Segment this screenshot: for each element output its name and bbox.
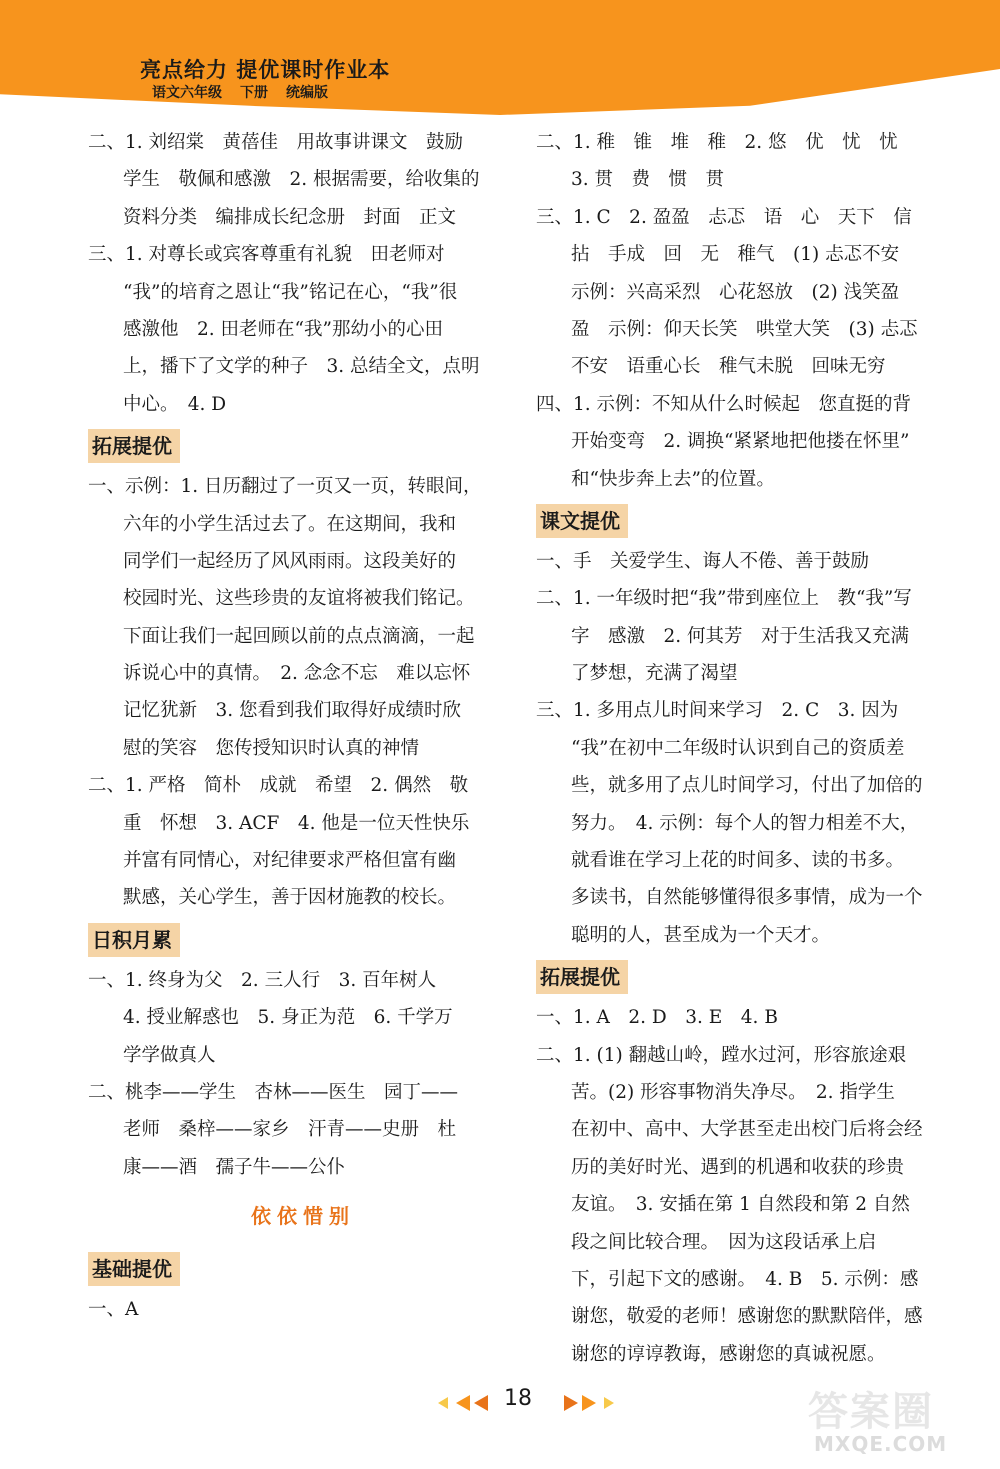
answer-line: 苦。(2) 形容事物消失净尽。 2. 指学生 (571, 1081, 895, 1103)
answer-line: 和“快步奔上去”的位置。 (571, 468, 775, 490)
prev-arrows-icon (426, 1392, 496, 1414)
section-heading: 拓展提优 (536, 960, 628, 994)
answer-line: 中心。 4. D (123, 393, 227, 415)
subtitle-edition: 统编版 (286, 85, 328, 101)
answer-line: 友谊。 3. 安插在第 1 自然段和第 2 自然 (571, 1194, 910, 1216)
answer-line: 老师 桑梓——家乡 汗青——史册 杜 (123, 1119, 457, 1141)
answer-line: 同学们一起经历了风风雨雨。这段美好的 (123, 550, 457, 572)
answer-line: 字 感激 2. 何其芳 对于生活我又充满 (571, 625, 910, 647)
answer-line: 一、手 关爱学生、诲人不倦、善于鼓励 (536, 550, 870, 572)
page-number: 18 (504, 1386, 532, 1411)
page-footer (420, 1386, 620, 1420)
answer-line: 下面让我们一起回顾以前的点点滴滴，一起 (123, 625, 475, 647)
answer-line: 一、1. A 2. D 3. E 4. B (536, 1007, 778, 1029)
subtitle-volume: 下册 (240, 85, 268, 101)
answer-line: 感激他 2. 田老师在“我”那幼小的心田 (123, 318, 443, 340)
answer-line: 学生 敬佩和感激 2. 根据需要，给收集的 (123, 169, 480, 191)
watermark (808, 1380, 948, 1456)
section-heading: 基础提优 (88, 1252, 180, 1286)
answer-line: 二、1. 稚 锥 堆 稚 2. 悠 优 忧 忧 (536, 132, 898, 153)
left-column (88, 124, 498, 1329)
right-column (536, 124, 948, 1373)
answer-line: 慰的笑容 您传授知识时认真的神情 (123, 737, 420, 759)
answer-line: 3. 贯 费 惯 贯 (571, 169, 725, 191)
answer-line: 谢您的谆谆教诲，感谢您的真诚祝愿。 (571, 1343, 886, 1365)
answer-line: 二、桃李——学生 杏林——医生 园丁—— (88, 1081, 459, 1103)
answer-line: 聪明的人，甚至成为一个天才。 (571, 924, 831, 946)
answer-line: 多读书，自然能够懂得很多事情，成为一个 (571, 887, 923, 909)
answer-line: 4. 授业解惑也 5. 身正为范 6. 千学万 (123, 1007, 453, 1029)
answer-line: 二、1. 一年级时把“我”带到座位上 教“我”写 (536, 588, 912, 610)
answer-line: 三、1. C 2. 盈盈 忐忑 语 心 天下 信 (536, 206, 912, 228)
answer-line: 三、1. 多用点儿时间来学习 2. C 3. 因为 (536, 700, 899, 722)
watermark-url: MXQE.COM (814, 1432, 948, 1456)
answer-line: 在初中、高中、大学甚至走出校门后将会经 (571, 1119, 923, 1141)
answer-line: 些，就多用了点儿时间学习，付出了加倍的 (571, 775, 923, 797)
answer-line: 二、1. 刘绍棠 黄蓓佳 用故事讲课文 鼓励 (88, 132, 464, 153)
answer-block (88, 962, 498, 1186)
answer-line: 历的美好时光、遇到的机遇和收获的珍贵 (571, 1156, 905, 1178)
answer-line: 三、1. 对尊长或宾客尊重有礼貌 田老师对 (88, 244, 445, 266)
answer-line: 拈 手成 回 无 稚气 (1) 忐忑不安 (571, 244, 900, 266)
answer-block (536, 543, 948, 954)
answer-line: 示例：兴高采烈 心花怒放 (2) 浅笑盈 (571, 281, 900, 303)
answer-line: 二、1. (1) 翻越山岭，蹚水过河，形容旅途艰 (536, 1044, 907, 1066)
answer-line: 学学做真人 (123, 1044, 216, 1066)
answer-line: 并富有同情心，对纪律要求严格但富有幽 (123, 850, 457, 872)
answer-line: 就看谁在学习上花的时间多、读的书多。 (571, 850, 905, 872)
answer-line: 校园时光、这些珍贵的友谊将被我们铭记。 (123, 588, 475, 610)
answer-line: 努力。 4. 示例：每个人的智力相差不大， (571, 812, 919, 834)
answer-line: 默感，关心学生，善于因材施教的校长。 (123, 887, 457, 909)
watermark-logo: 答案圈 (808, 1389, 934, 1435)
answer-line: 开始变弯 2. 调换“紧紧地把他搂在怀里” (571, 431, 910, 453)
answer-line: 一、示例：1. 日历翻过了一页又一页，转眼间， (88, 476, 482, 498)
answer-line: 不安 语重心长 稚气未脱 回味无穷 (571, 356, 886, 378)
answer-line: “我”在初中二年级时认识到自己的资质差 (571, 737, 905, 759)
answer-line: 六年的小学生活过去了。在这期间，我和 (123, 513, 457, 535)
answer-line: 谢您，敬爱的老师！感谢您的默默陪伴，感 (571, 1306, 923, 1328)
answer-line: 下，引起下文的感谢。 4. B 5. 示例：感 (571, 1268, 919, 1290)
next-arrows-icon (556, 1392, 626, 1414)
answer-block (88, 468, 498, 917)
answer-block (536, 999, 948, 1373)
book-subtitle (152, 82, 346, 102)
answer-block (88, 124, 498, 423)
answer-line: 盈 示例：仰天长笑 哄堂大笑 (3) 忐忑 (571, 318, 918, 340)
answer-line: 记忆犹新 3. 您看到我们取得好成绩时欣 (123, 700, 462, 722)
answer-line: 重 怀想 3. ACF 4. 他是一位天性快乐 (123, 812, 470, 834)
answer-line: 康——酒 孺子牛——公仆 (123, 1156, 346, 1178)
lesson-title: 依依惜别 (251, 1204, 355, 1229)
subtitle-grade: 语文六年级 (152, 85, 222, 101)
answer-line: 四、1. 示例：不知从什么时候起 您直挺的背 (536, 393, 912, 415)
answer-line: 诉说心中的真情。 2. 念念不忘 难以忘怀 (123, 663, 471, 685)
answer-line: 了梦想，充满了渴望 (571, 663, 738, 685)
section-heading: 拓展提优 (88, 429, 180, 463)
answer-line: 段之间比较合理。 因为这段话承上启 (571, 1231, 877, 1253)
answer-line: 一、A (88, 1299, 139, 1321)
answer-block (88, 1291, 498, 1328)
answer-line: 二、1. 严格 简朴 成就 希望 2. 偶然 敬 (88, 775, 469, 797)
answer-block (536, 124, 948, 498)
section-heading: 课文提优 (536, 504, 628, 538)
answer-line: 上，播下了文学的种子 3. 总结全文，点明 (123, 356, 480, 378)
section-heading: 日积月累 (88, 923, 180, 957)
answer-line: “我”的培育之恩让“我”铭记在心，“我”很 (123, 281, 458, 303)
answer-line: 一、1. 终身为父 2. 三人行 3. 百年树人 (88, 969, 437, 991)
book-title: 亮点给力 提优课时作业本 (140, 58, 391, 82)
answer-line: 资料分类 编排成长纪念册 封面 正文 (123, 206, 457, 228)
